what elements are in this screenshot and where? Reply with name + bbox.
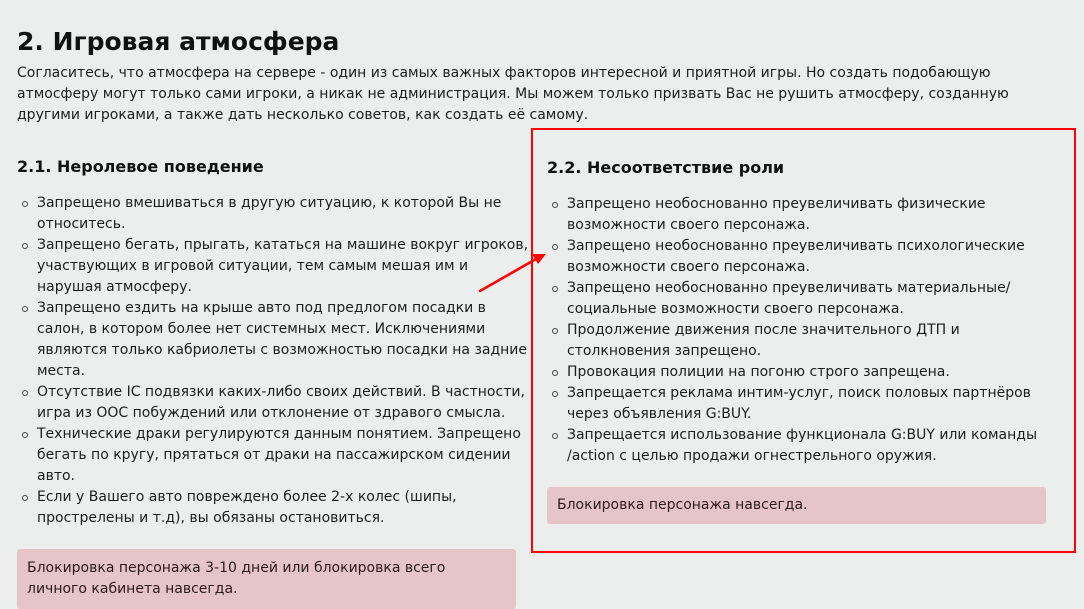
bullet-circle-icon bbox=[552, 391, 558, 397]
rule-text: Запрещено вмешиваться в другую ситуацию, к которой Вы не относитесь. bbox=[37, 195, 502, 232]
rule-text: Запрещено необоснованно преувеличивать физические возможности своего персонажа. bbox=[567, 196, 986, 233]
list-item bbox=[547, 194, 1060, 236]
section-role-mismatch-highlighted bbox=[531, 128, 1076, 553]
rule-text: Запрещено бегать, прыгать, кататься на машине вокруг игроков, участвующих в игровой ситуации, тем самым мешая им и нарушая атмосферу. bbox=[37, 237, 529, 295]
list-item bbox=[17, 382, 529, 424]
bullet-circle-icon bbox=[22, 390, 28, 396]
bullet-circle-icon bbox=[552, 202, 558, 208]
section-non-role-behavior bbox=[17, 155, 529, 609]
rule-text: Запрещается использование функционала G:BUY или команды /action с целью продажи огнестрельного оружия. bbox=[567, 427, 1038, 464]
list-item bbox=[547, 320, 1060, 362]
list-item bbox=[17, 487, 529, 529]
rule-text: Если у Вашего авто повреждено более 2-х колес (шипы, прострелены и т.д), вы обязаны остановиться. bbox=[37, 489, 457, 526]
rule-text: Технические драки регулируются данным понятием. Запрещено бегать по кругу, прятаться от драки на пассажирском сидении авто. bbox=[37, 426, 521, 484]
section-title-role-mismatch: 2.2. Несоответствие роли bbox=[547, 158, 785, 177]
bullet-circle-icon bbox=[22, 495, 28, 501]
list-item bbox=[17, 235, 529, 298]
rule-text: Запрещено необоснованно преувеличивать материальные/ социальные возможности своего персонажа. bbox=[567, 280, 1011, 317]
bullet-circle-icon bbox=[22, 201, 28, 207]
list-item bbox=[17, 298, 529, 382]
rules-list-right bbox=[547, 194, 1060, 467]
bullet-circle-icon bbox=[22, 432, 28, 438]
rule-text: Провокация полиции на погоню строго запрещена. bbox=[567, 364, 950, 380]
bullet-circle-icon bbox=[22, 243, 28, 249]
rule-text: Запрещено необоснованно преувеличивать психологические возможности своего персонажа. bbox=[567, 238, 1025, 275]
rule-text: Отсутствие IC подвязки каких-либо своих действий. В частности, игра из ООС побуждений или отклонение от здравого смысла. bbox=[37, 384, 525, 421]
rule-text: Запрещается реклама интим-услуг, поиск половых партнёров через объявления G:BUY. bbox=[567, 385, 1031, 422]
bullet-circle-icon bbox=[552, 433, 558, 439]
list-item bbox=[17, 424, 529, 487]
list-item bbox=[547, 362, 1060, 383]
page-title: 2. Игровая атмосфера bbox=[17, 27, 340, 56]
rule-text: Продолжение движения после значительного ДТП и столкновения запрещено. bbox=[567, 322, 960, 359]
penalty-box-left: Блокировка персонажа 3-10 дней или блокировка всего личного кабинета навсегда. bbox=[17, 549, 516, 609]
rule-text: Запрещено ездить на крыше авто под предлогом посадки в салон, в котором более нет системных мест. Исключениями являются только кабриолеты с возможностью посадки на задние места. bbox=[37, 300, 528, 379]
bullet-circle-icon bbox=[552, 286, 558, 292]
section-title-non-role-behavior: 2.1. Неролевое поведение bbox=[17, 157, 264, 176]
bullet-circle-icon bbox=[552, 244, 558, 250]
bullet-circle-icon bbox=[552, 328, 558, 334]
list-item bbox=[17, 193, 529, 235]
list-item bbox=[547, 278, 1060, 320]
bullet-circle-icon bbox=[22, 306, 28, 312]
list-item bbox=[547, 383, 1060, 425]
list-item bbox=[547, 425, 1060, 467]
bullet-circle-icon bbox=[552, 370, 558, 376]
penalty-box-right: Блокировка персонажа навсегда. bbox=[547, 487, 1046, 524]
rules-list-left bbox=[17, 193, 529, 529]
intro-paragraph: Согласитесь, что атмосфера на сервере - один из самых важных факторов интересной и приятной игры. Но создать подобающую атмосферу могут только сами игроки, а никак не администрация. Мы можем только призвать Вас не рушить атмосферу, созданную другими игроками, а также дать несколько советов, как создать её самому. bbox=[17, 65, 1009, 123]
list-item bbox=[547, 236, 1060, 278]
